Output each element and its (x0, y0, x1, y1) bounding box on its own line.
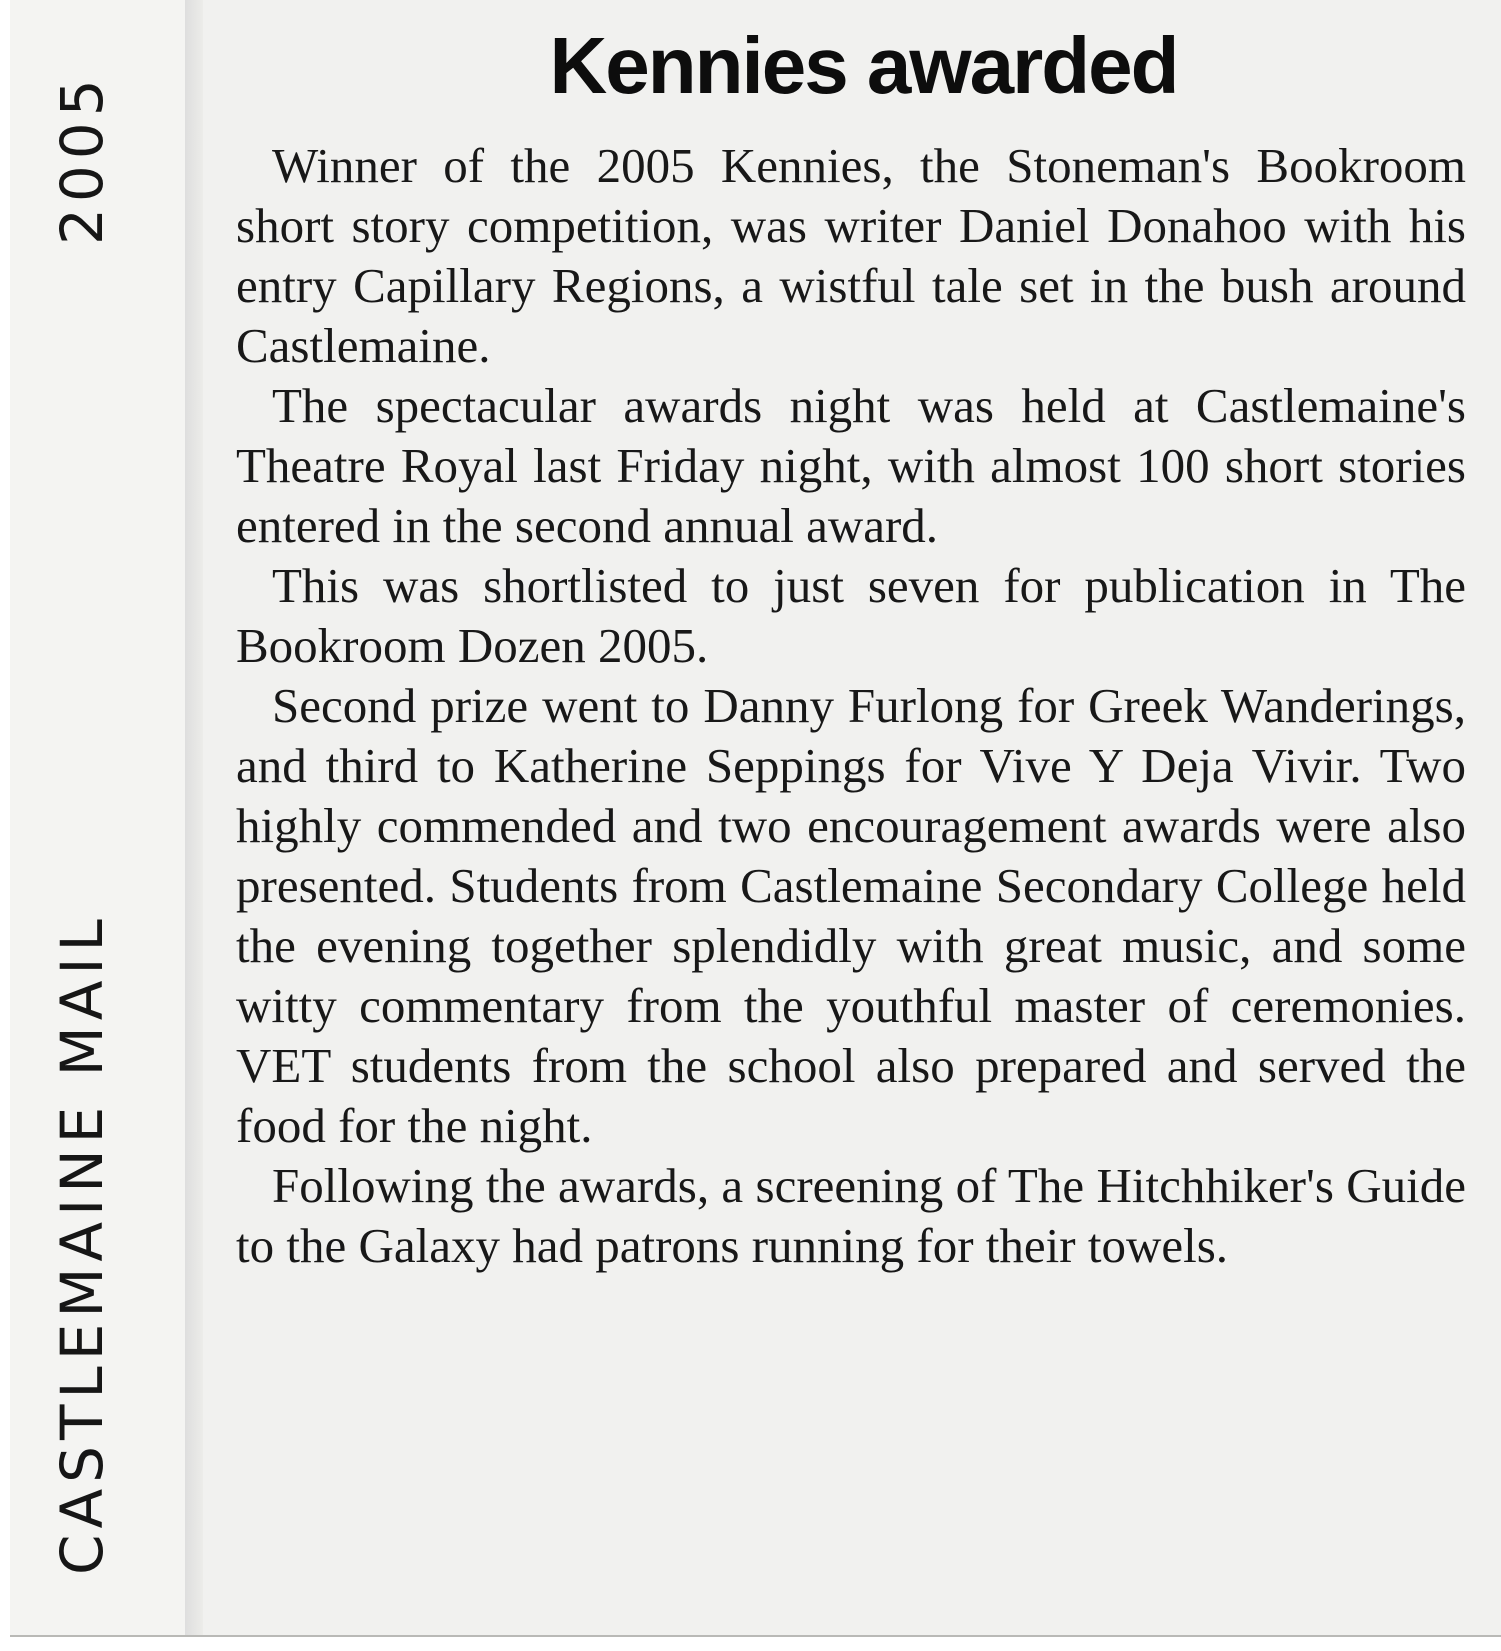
handwritten-year: 2005 (48, 73, 116, 245)
article-paragraph: Following the awards, a screening of The Hitchhiker's Guide to the Galaxy had patrons running for their towels. (236, 1158, 1466, 1273)
newspaper-clipping (10, 0, 1501, 1637)
article-body (236, 136, 1466, 1276)
handwritten-publication: CASTLEMAINE MAIL (48, 913, 116, 1575)
handwritten-source-note (10, 0, 185, 1635)
article-headline: Kennies awarded (549, 21, 1178, 110)
article-paragraph: This was shortlisted to just seven for publication in The Bookroom Dozen 2005. (236, 558, 1466, 673)
article-paragraph: Winner of the 2005 Kennies, the Stoneman's Bookroom short story competition, was writer Daniel Donahoo with his entry Capillary Regions, a wistful tale set in the bush around Castlemaine. (236, 138, 1466, 373)
article-paragraph: The spectacular awards night was held at Castlemaine's Theatre Royal last Friday night, with almost 100 short stories entered in the second annual award. (236, 378, 1466, 553)
article-paragraph: Second prize went to Danny Furlong for Greek Wanderings, and third to Katherine Seppings for Vive Y Deja Vivir. Two highly commended and two encouragement awards were also presented. Students from Castlemaine Secondary College held the evening together splendidly with great music, and some witty commentary from the youthful master of ceremonies. VET students from the school also prepared and served the food for the night. (236, 678, 1466, 1153)
fold-shadow (185, 0, 203, 1635)
article (236, 22, 1466, 1276)
